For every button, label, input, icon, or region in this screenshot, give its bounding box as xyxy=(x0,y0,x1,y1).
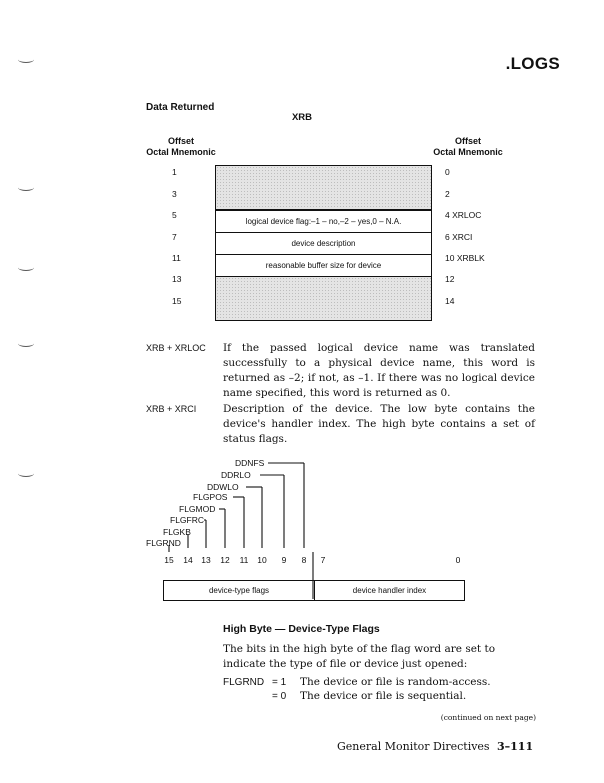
flag-flgkb: FLGKB xyxy=(163,527,191,537)
odd-offset: 1 xyxy=(172,167,177,177)
right-header-line1: Offset xyxy=(454,136,481,146)
footer-chapter: General Monitor Directives xyxy=(337,740,490,753)
section-heading: Data Returned xyxy=(146,102,215,113)
xrb-row-xrblk: reasonable buffer size for device xyxy=(216,255,431,277)
desc-term-xrci: XRB + XRCI xyxy=(146,404,197,414)
odd-offset: 11 xyxy=(172,253,181,263)
flag-def-text: The device or file is sequential. xyxy=(300,690,467,702)
xrb-label: XRB xyxy=(291,112,313,123)
flag-def-eq: = 0 xyxy=(272,691,287,702)
odd-offset: 7 xyxy=(172,232,177,242)
flag-def-text: The device or file is random-access. xyxy=(300,676,491,688)
bit-number: 7 xyxy=(320,555,326,565)
flag-word-box xyxy=(163,580,465,601)
page-title: .LOGS xyxy=(505,54,560,73)
even-offset: 2 xyxy=(445,189,450,199)
footer-page-number: 3–111 xyxy=(497,740,534,753)
high-byte-paragraph: The bits in the high byte of the flag word are set to indicate the type of file or device just opened: xyxy=(223,643,496,670)
flag-def-name: FLGRND xyxy=(223,677,265,688)
bit-number: 11 xyxy=(239,555,249,565)
high-byte-heading: High Byte — Device-Type Flags xyxy=(223,623,380,635)
bit-number: 9 xyxy=(281,555,287,565)
flag-ddnfs: DDNFS xyxy=(235,458,265,468)
low-byte-field: device handler index xyxy=(352,586,427,595)
flag-flgpos: FLGPOS xyxy=(193,492,228,502)
even-offset-xrci: 6 XRCI xyxy=(445,232,473,242)
odd-offset: 15 xyxy=(172,296,182,306)
bit-number: 8 xyxy=(301,555,307,565)
bit-number: 0 xyxy=(455,555,461,565)
even-offset: 12 xyxy=(445,274,455,284)
even-offset-xrblk: 10 XRBLK xyxy=(445,253,485,263)
flag-flgmod: FLGMOD xyxy=(179,504,216,514)
bit-number: 12 xyxy=(220,555,230,565)
flag-def-eq: = 1 xyxy=(272,677,287,688)
flag-ddwlo: DDWLO xyxy=(207,482,239,492)
high-byte-field: device-type flags xyxy=(164,581,315,600)
odd-offset: 5 xyxy=(172,210,177,220)
flag-ddrlo: DDRLO xyxy=(221,470,251,480)
odd-offset: 13 xyxy=(172,274,182,284)
continued-note: (continued on next page) xyxy=(440,713,536,722)
flag-flgrnd: FLGRND xyxy=(146,538,181,548)
bit-number: 10 xyxy=(257,555,267,565)
bit-number: 15 xyxy=(164,555,174,565)
bit-number: 13 xyxy=(201,555,211,565)
desc-body-xrloc: If the passed logical device name was translated successfully to a physical device name, this word is returned as –2; if not, as –1. If there was no logical device name specified, this word is returned as 0. xyxy=(223,342,535,399)
desc-term-xrloc: XRB + XRLOC xyxy=(146,343,206,353)
even-offset-xrloc: 4 XRLOC xyxy=(445,210,482,220)
desc-body-xrci: Description of the device. The low byte contains the device's handler index. The high byte contains a set of status flags. xyxy=(223,403,535,445)
xrb-row-xrloc: logical device flag:–1 – no,–2 – yes,0 – N.A. xyxy=(216,210,431,233)
flag-flgfrc: FLGFRC xyxy=(170,515,204,525)
left-header-line1: Offset xyxy=(167,136,194,146)
bit-number: 14 xyxy=(183,555,193,565)
even-offset: 14 xyxy=(445,296,455,306)
right-header-line2: Octal Mnemonic xyxy=(433,147,503,157)
xrb-row-xrci: device description xyxy=(216,233,431,255)
even-offset: 0 xyxy=(445,167,450,177)
odd-offset: 3 xyxy=(172,189,177,199)
left-header-line2: Octal Mnemonic xyxy=(146,147,216,157)
